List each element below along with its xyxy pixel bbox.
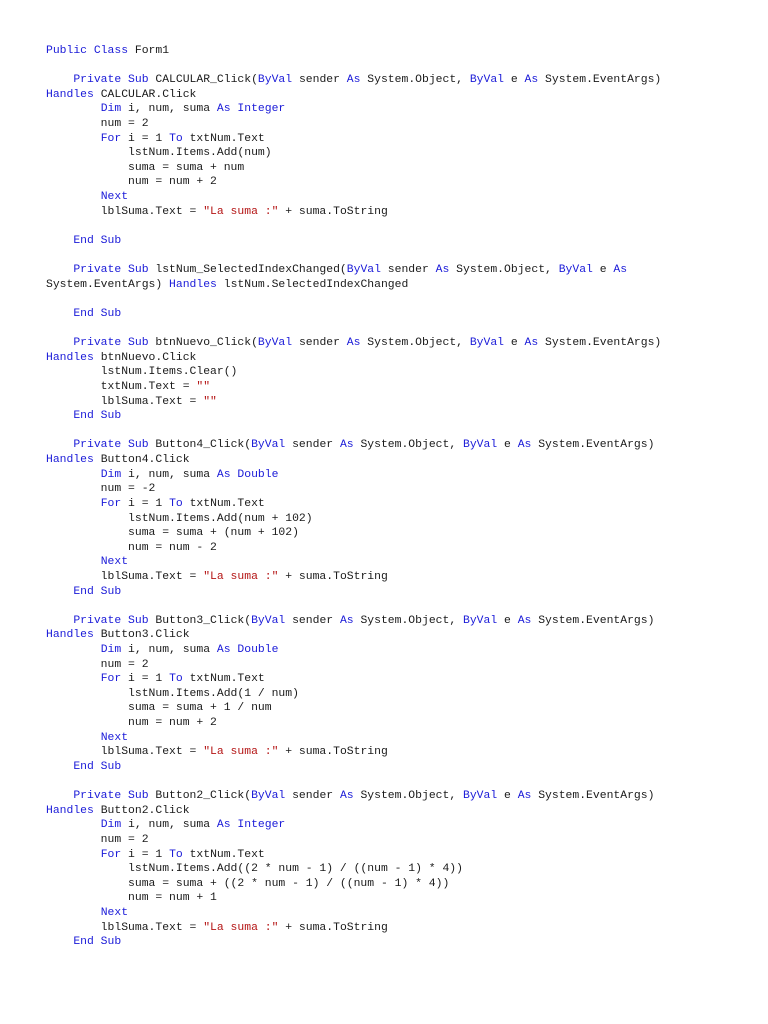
code-token [46,74,73,86]
code-token: Form1 [134,45,170,57]
code-token: Button2.Click [100,804,190,817]
code-line [46,658,758,673]
code-token: lstNum.Items.Add((2 * num - 1) / ((num - 1) * 4)) [46,863,463,876]
keyword-token: Handles [46,629,101,642]
keyword-token: For [100,497,122,510]
code-token: lblSuma.Text = [46,395,204,408]
keyword-token: As [517,790,532,803]
code-line [46,862,758,877]
keyword-token: ByVal [469,337,505,350]
string-token: "La suma :" [203,205,279,218]
code-line [46,818,758,833]
code-token: txtNum.Text = [46,381,197,394]
code-line [46,59,758,74]
code-line [46,278,758,293]
code-line [46,906,758,921]
keyword-token: Private Sub [73,439,156,452]
code-line [46,190,758,205]
keyword-token: End Sub [73,307,122,320]
keyword-token: Dim [100,819,122,832]
code-token: lstNum_SelectedIndexChanged( [155,264,347,277]
code-token [46,586,73,598]
code-token: e [497,439,518,452]
string-token: "La suma :" [203,921,279,934]
code-token: e [497,614,518,627]
code-line [46,88,758,103]
code-token [46,133,101,145]
code-token: System.EventArgs) [538,337,662,350]
code-token [46,308,73,320]
keyword-token: Private Sub [73,790,156,803]
code-token: lblSuma.Text = [46,205,204,218]
code-token: i, num, suma [121,819,217,832]
code-line [46,687,758,702]
code-token: Button4_Click( [155,439,252,452]
keyword-token: To [169,497,183,510]
keyword-token: For [100,848,122,861]
code-token: i = 1 [121,673,170,686]
code-token: e [592,264,614,277]
code-token: num = 2 [46,833,149,846]
code-line [46,263,758,278]
keyword-token: ByVal [463,439,498,452]
string-token: "" [196,381,211,394]
code-token: CALCULAR.Click [100,88,197,101]
code-token: System.EventArgs) [538,74,662,87]
code-token: suma = suma + 1 / num [46,702,272,715]
code-line [46,351,758,366]
keyword-token: Next [100,191,129,204]
code-token: i, num, suma [121,468,217,481]
keyword-token: ByVal [251,790,286,803]
code-line [46,219,758,234]
keyword-token: Next [100,731,129,744]
code-line [46,44,758,59]
code-token: num = 2 [46,118,149,131]
code-token: num = num + 2 [46,717,217,730]
keyword-token: ByVal [251,439,286,452]
keyword-token: ByVal [463,614,498,627]
code-token: Button2_Click( [155,790,252,803]
keyword-token: As [517,439,532,452]
code-line [46,146,758,161]
keyword-token: Handles [46,88,101,101]
code-token [46,790,73,802]
code-token: sender [292,74,347,87]
code-line [46,205,758,220]
code-line [46,877,758,892]
keyword-token: As [339,790,354,803]
code-token: System.Object, [449,264,559,277]
code-line [46,482,758,497]
code-line [46,833,758,848]
keyword-token: ByVal [346,264,381,277]
code-token: sender [285,439,340,452]
keyword-token: To [169,848,183,861]
code-token: Button3.Click [100,629,190,642]
code-token [46,191,101,203]
code-token: txtNum.Text [182,132,265,145]
code-token [46,410,73,422]
string-token: "La suma :" [203,570,279,583]
code-line [46,848,758,863]
code-line [46,395,758,410]
code-line [46,541,758,556]
keyword-token: Private Sub [73,614,156,627]
code-line [46,760,758,775]
code-line [46,555,758,570]
code-line [46,468,758,483]
code-token: + suma.ToString [278,570,388,583]
code-line [46,570,758,585]
code-token [46,235,73,247]
code-line [46,117,758,132]
code-token: + suma.ToString [278,746,388,759]
code-token: btnNuevo_Click( [155,337,258,350]
code-line [46,935,758,950]
code-line [46,614,758,629]
keyword-token: As Integer [216,819,286,832]
code-token: e [497,790,518,803]
code-line [46,234,758,249]
code-token: i = 1 [121,497,170,510]
code-token: num = num - 2 [46,541,217,554]
code-token: i, num, suma [121,103,217,116]
code-token: txtNum.Text [182,673,265,686]
code-line [46,731,758,746]
keyword-token: As [524,337,539,350]
code-line [46,336,758,351]
code-token [46,732,101,744]
code-line [46,322,758,337]
code-line [46,745,758,760]
keyword-token: Handles [46,804,101,817]
code-line [46,307,758,322]
code-line [46,643,758,658]
keyword-token: ByVal [558,264,593,277]
code-token: lstNum.Items.Clear() [46,366,238,379]
keyword-token: As [613,264,628,277]
code-token: System.EventArgs) [531,614,655,627]
code-token: suma = suma + num [46,161,245,174]
keyword-token: End Sub [73,585,122,598]
code-line [46,132,758,147]
keyword-token: ByVal [469,74,505,87]
code-token: sender [285,614,340,627]
code-line [46,585,758,600]
code-token: sender [380,264,436,277]
keyword-token: End Sub [73,936,122,949]
code-line [46,891,758,906]
code-token: sender [292,337,347,350]
code-line [46,774,758,789]
code-token [46,498,101,510]
code-token [46,337,73,349]
code-token: num = num + 2 [46,176,217,189]
code-line [46,599,758,614]
code-line [46,175,758,190]
keyword-token: For [100,132,122,145]
code-line [46,628,758,643]
code-token: i = 1 [121,848,170,861]
keyword-token: Private Sub [73,337,156,350]
code-line [46,804,758,819]
keyword-token: As [339,614,354,627]
keyword-token: As Double [216,468,279,481]
code-token [46,264,73,276]
code-line [46,497,758,512]
keyword-token: As [435,264,450,277]
code-token: e [504,337,525,350]
code-token: + suma.ToString [278,921,388,934]
code-token: lstNum.Items.Add(1 / num) [46,687,299,700]
code-token: System.Object, [353,614,463,627]
keyword-token: As [346,74,361,87]
keyword-token: As Integer [216,103,286,116]
code-token: num = num + 1 [46,892,217,905]
code-token [46,439,73,451]
code-token [46,673,101,685]
keyword-token: As [517,614,532,627]
code-line [46,365,758,380]
code-listing [46,44,758,950]
keyword-token: Handles [169,278,217,291]
code-token: Button3_Click( [155,614,252,627]
code-token: suma = suma + (num + 102) [46,527,299,540]
keyword-token: End Sub [73,234,122,247]
code-line [46,380,758,395]
code-token [46,469,101,481]
code-token [46,761,73,773]
keyword-token: To [169,673,183,686]
code-token: System.EventArgs) [531,439,655,452]
string-token: "La suma :" [203,746,279,759]
code-line [46,249,758,264]
code-token: lstNum.Items.Add(num) [46,147,272,160]
code-token: num = -2 [46,483,156,496]
code-token: Button4.Click [100,454,190,467]
code-token: System.Object, [353,790,463,803]
keyword-token: End Sub [73,760,122,773]
code-line [46,102,758,117]
keyword-token: Next [100,906,129,919]
keyword-token: Handles [46,454,101,467]
code-line [46,161,758,176]
keyword-token: ByVal [257,74,293,87]
keyword-token: Public Class [46,45,135,57]
code-token [46,644,101,656]
keyword-token: For [100,673,122,686]
code-line [46,526,758,541]
code-line [46,73,758,88]
keyword-token: ByVal [463,790,498,803]
code-token: sender [285,790,340,803]
keyword-token: Next [100,556,129,569]
keyword-token: Dim [100,468,122,481]
code-token: i, num, suma [121,643,217,656]
keyword-token: ByVal [251,614,286,627]
keyword-token: As Double [216,643,279,656]
keyword-token: End Sub [73,410,122,423]
code-token: lstNum.SelectedIndexChanged [216,278,409,291]
code-token: i = 1 [121,132,170,145]
code-token [46,556,101,568]
code-token [46,849,101,861]
code-token [46,103,101,115]
keyword-token: Handles [46,351,101,364]
code-token [46,936,73,948]
code-token: CALCULAR_Click( [155,74,258,87]
code-token: System.EventArgs) [46,278,170,291]
keyword-token: Private Sub [73,264,156,277]
code-token: lblSuma.Text = [46,570,204,583]
code-token: suma = suma + ((2 * num - 1) / ((num - 1) * 4)) [46,877,450,890]
code-line [46,409,758,424]
keyword-token: ByVal [257,337,293,350]
code-token: e [504,74,525,87]
code-token: lblSuma.Text = [46,746,204,759]
code-token: btnNuevo.Click [100,351,197,364]
string-token: "" [203,395,217,408]
code-line [46,789,758,804]
code-token: txtNum.Text [182,848,265,861]
code-token [46,819,101,831]
keyword-token: To [169,132,183,145]
code-token: System.Object, [360,74,470,87]
keyword-token: Private Sub [73,74,156,87]
code-token [46,907,101,919]
code-line [46,512,758,527]
code-token: txtNum.Text [182,497,265,510]
code-line [46,716,758,731]
code-token: System.Object, [360,337,470,350]
keyword-token: Dim [100,643,122,656]
code-token: lblSuma.Text = [46,921,204,934]
code-line [46,424,758,439]
code-token: System.Object, [353,439,463,452]
code-token: num = 2 [46,658,149,671]
code-line [46,672,758,687]
code-line [46,701,758,716]
code-token: lstNum.Items.Add(num + 102) [46,512,313,525]
code-token [46,615,73,627]
keyword-token: As [339,439,354,452]
code-line [46,438,758,453]
code-line [46,292,758,307]
code-line [46,921,758,936]
code-line [46,453,758,468]
keyword-token: As [346,337,361,350]
code-token: + suma.ToString [278,205,388,218]
code-token: System.EventArgs) [531,790,655,803]
keyword-token: As [524,74,539,87]
keyword-token: Dim [100,103,122,116]
